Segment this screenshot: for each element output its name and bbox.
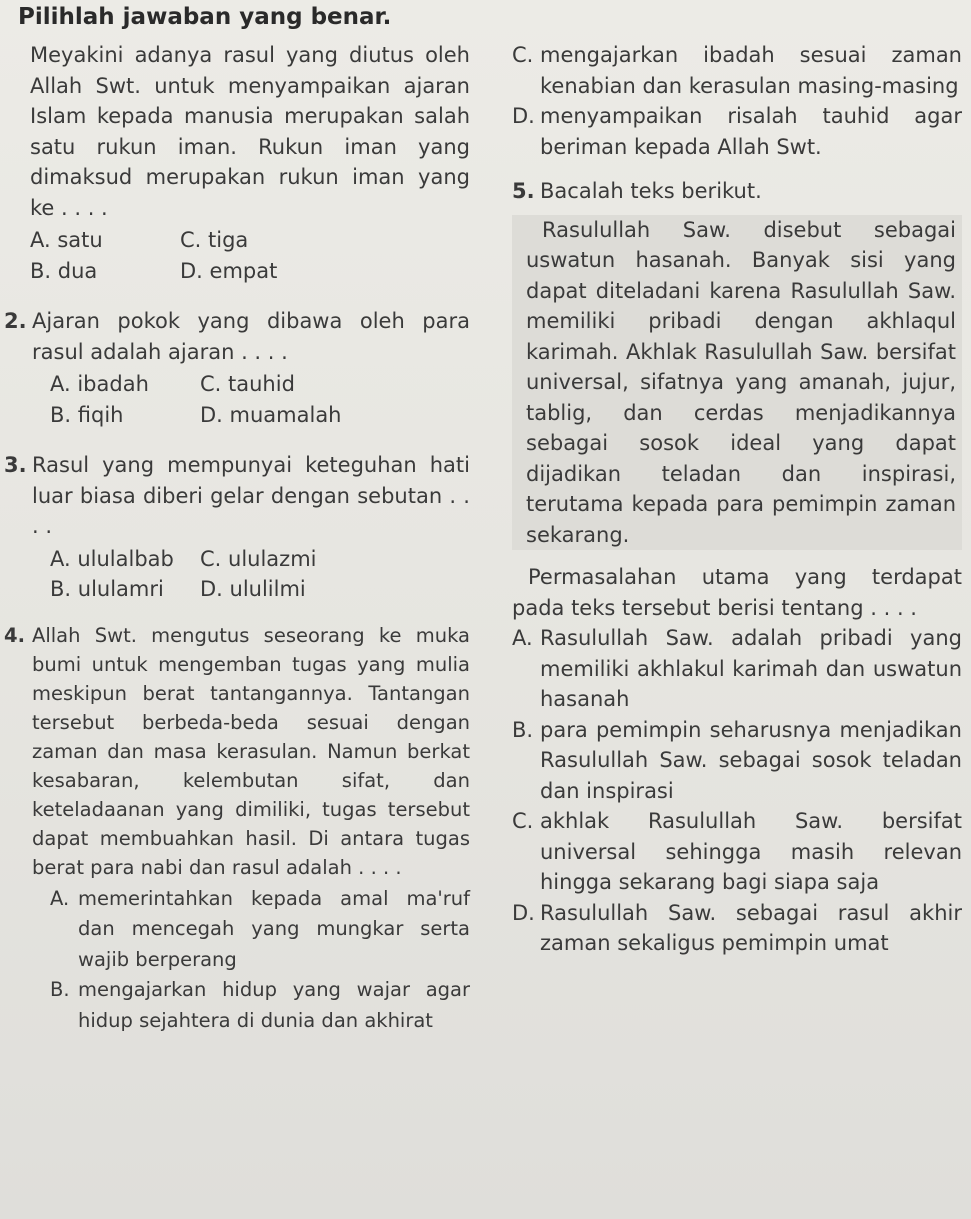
question-3-options [50,544,470,605]
q5-option-c[interactable] [512,806,962,898]
q5-option-a-key: A. [512,626,533,650]
q5-option-c-key: C. [512,809,534,833]
q2-option-c[interactable]: C. tauhid [200,372,295,396]
q4-option-a-key: A. [50,886,70,910]
q4-option-a[interactable] [50,884,470,976]
question-1 [30,40,470,286]
q4-option-b-key: B. [50,978,70,1001]
question-5-stem: Bacalah teks berikut. [540,179,762,203]
question-2-number: 2. [4,309,27,333]
q4-option-c[interactable] [512,40,962,101]
q2-option-b[interactable]: B. fiqih [50,402,124,427]
question-1-stem: Meyakini adanya rasul yang diutus oleh Allah Swt. untuk menyampaikan ajaran Islam kepada manusia merupakan salah satu rukun iman. Rukun iman yang dimaksud merupakan rukun iman yang ke . . . . [30,43,470,220]
left-column [4,40,470,1036]
q2-option-d[interactable]: D. muamalah [200,402,342,427]
q1-option-d[interactable]: D. empat [180,258,278,283]
q3-option-b[interactable]: B. ululamri [50,577,164,601]
q4-option-c-key: C. [512,43,534,67]
q5-option-a[interactable] [512,623,962,715]
q4-option-c-text: mengajarkan ibadah sesuai zaman kenabian dan kerasulan masing-masing [540,43,962,98]
question-4-stem: Allah Swt. mengutus seseorang ke muka bumi untuk mengemban tugas yang mulia meskipun berat tantangannya. Tantangan tersebut berbeda-beda sesuai dengan zaman dan masa kerasulan. Namun berkat kesabaran, kelembutan sifat, dan keteladaanan yang dimiliki, tugas tersebut dapat membuahkan hasil. Di antara tugas berat para nabi dan rasul adalah . . . . [32,623,470,879]
question-1-options [30,225,470,286]
right-column [512,40,962,959]
q5-option-a-text: Rasulullah Saw. adalah pribadi yang memiliki akhlakul karimah dan uswatun hasanah [540,626,962,711]
question-4-options-c-d [512,40,962,162]
question-5-prompt: Permasalahan utama yang terdapat pada teks tersebut berisi tentang . . . . [512,565,962,620]
instruction-heading: Pilihlah jawaban yang benar. [18,4,392,30]
question-5-options [512,623,962,959]
q1-option-a[interactable]: A. satu [30,228,103,252]
q3-option-c[interactable]: C. ululazmi [200,546,317,571]
q1-option-c[interactable]: C. tiga [180,228,249,252]
q4-option-d-key: D. [512,104,535,128]
question-2 [4,306,470,430]
q1-option-b[interactable]: B. dua [30,258,98,283]
q4-option-b[interactable] [50,975,470,1036]
reading-passage: Rasulullah Saw. disebut sebagai uswatun hasanah. Banyak sisi yang dapat diteladani karena Rasulullah Saw. memiliki pribadi dengan akhlaqul karimah. Akhlak Rasulullah Saw. bersifat universal, sifatnya yang amanah, jujur, tablig, dan cerdas menjadikannya sebagai sosok ideal yang dapat dijadikan teladan dan inspirasi, terutama kepada para pemimpin zaman sekarang. [512,215,962,551]
question-2-stem: Ajaran pokok yang dibawa oleh para rasul adalah ajaran . . . . [32,309,470,364]
q4-option-b-text: mengajarkan hidup yang wajar agar hidup sejahtera di dunia dan akhirat [78,978,470,1032]
q2-option-a[interactable]: A. ibadah [50,372,149,396]
q5-option-d-key: D. [512,900,535,925]
question-4-number: 4. [4,623,25,647]
q5-option-b[interactable] [512,715,962,807]
question-3-stem: Rasul yang mempunyai keteguhan hati luar biasa diberi gelar dengan sebutan . . . . [32,453,470,538]
q4-option-d[interactable] [512,101,962,162]
q4-option-d-text: menyampaikan risalah tauhid agar beriman kepada Allah Swt. [540,104,962,159]
question-4 [4,621,470,1037]
q5-option-d-text: Rasulullah Saw. sebagai rasul akhir zaman sekaligus pemimpin umat [540,900,962,955]
question-5 [512,176,962,959]
question-4-options-a-b [50,884,470,1037]
q5-option-c-text: akhlak Rasulullah Saw. bersifat universal sehingga masih relevan hingga sekarang bagi siapa saja [540,809,962,894]
question-5-number: 5. [512,179,535,203]
question-3-number: 3. [4,453,27,477]
q3-option-a[interactable]: A. ululalbab [50,546,174,571]
q5-option-b-text: para pemimpin seharusnya menjadikan Rasulullah Saw. sebagai sosok teladan dan inspirasi [540,717,962,803]
q5-option-d[interactable] [512,898,962,959]
q5-option-b-key: B. [512,717,534,742]
q4-option-a-text: memerintahkan kepada amal ma'ruf dan mencegah yang mungkar serta wajib berperang [78,886,470,971]
question-2-options [50,369,470,430]
q3-option-d[interactable]: D. ululilmi [200,577,306,601]
question-3 [4,450,470,605]
